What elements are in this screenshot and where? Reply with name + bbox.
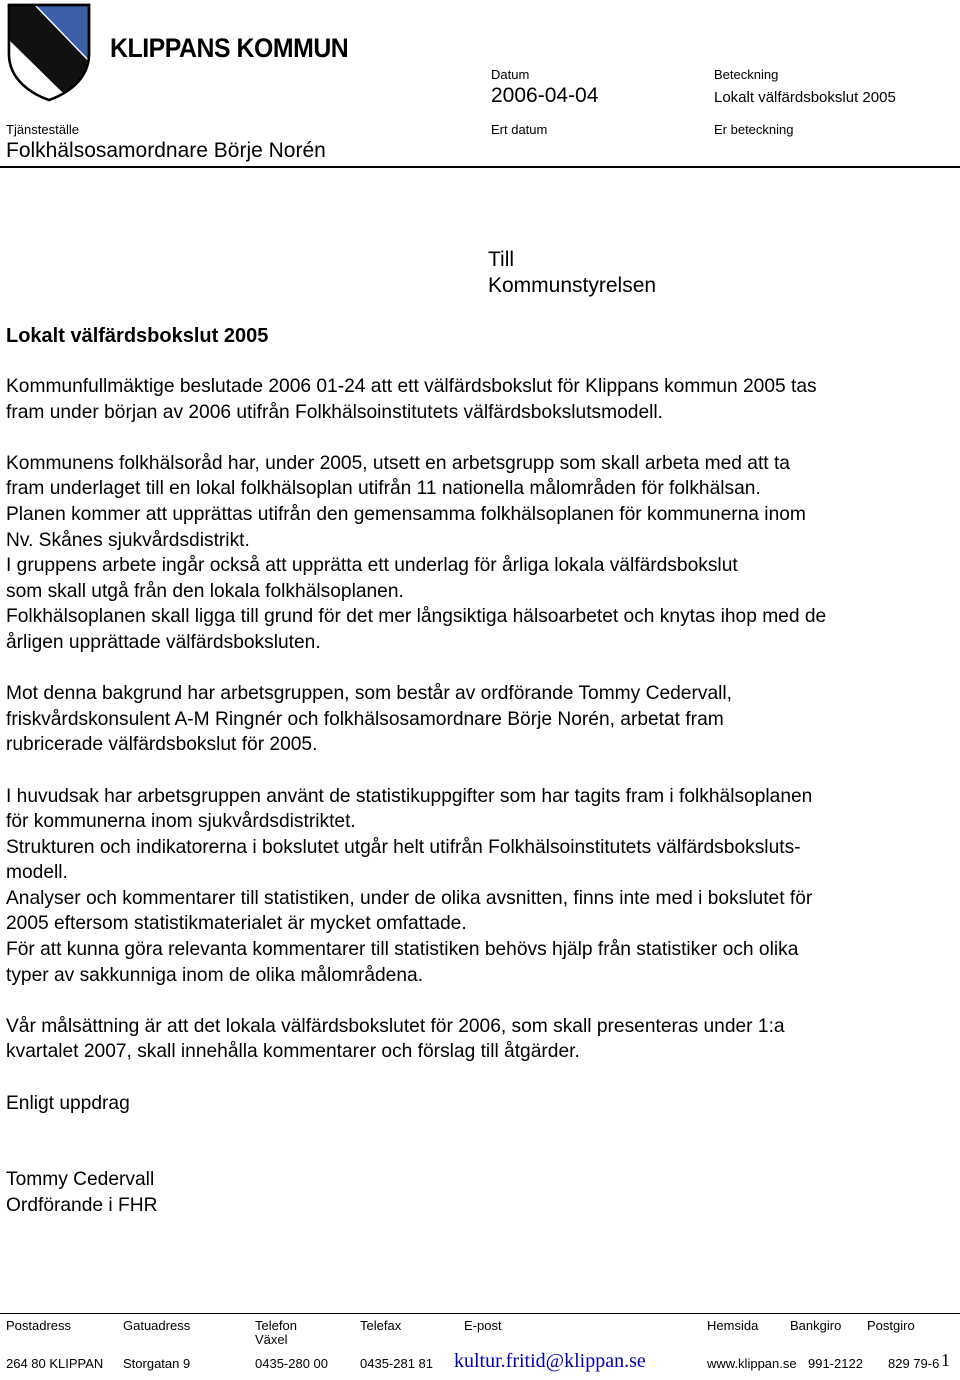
organization-name: KLIPPANS KOMMUN	[110, 33, 349, 63]
footer-telefax-label: Telefax	[360, 1318, 402, 1333]
recipient-line-2: Kommunstyrelsen	[488, 274, 657, 297]
tjanstestalle-value: Folkhälsosamordnare Börje Norén	[6, 139, 326, 162]
footer-hemsida-label: Hemsida	[707, 1318, 759, 1333]
document-body: Kommunfullmäktige beslutade 2006 01-24 att ett välfärdsbokslut för Klippans kommun 2005 tas fram under början av 2006 utifrån Folkhälsoinstitutets välfärdsbokslutsmodell. Kommunens folkhälsoråd har, under 2005, utsett en arbetsgrupp som skall arbeta med att ta fram underlaget till en lokal folkhälsoplan utifrån 11 nationella målområden för folkhälsan. Planen kommer att upprättas utifrån den gemensamma folkhälsoplanen för kommunerna inom Nv. Skånes sjukvårdsdistrikt. I gruppens arbete ingår också att upprätta ett underlag för årliga lokala välfärdsbokslut som skall utgå från den lokala folkhälsoplanen. Folkhälsoplanen skall ligga till grund för det mer långsiktiga hälsoarbetet och knytas ihop med de årligen upprättade välfärdsboksluten. Mot denna bakgrund har arbetsgruppen, som består av ordförande Tommy Cedervall, friskvårdskonsulent A-M Ringnér och folkhälsosamordnare Börje Norén, arbetat fram rubricerade välfärdsbokslut för 2005. I huvudsak har arbetsgruppen använt de statistikuppgifter som har tagits fram i folkhälsoplanen för kommunerna inom sjukvårdsdistriktet. Strukturen och indikatorerna i bokslutet utgår helt utifrån Folkhälsoinstitutets välfärdsboksluts- modell. Analyser och kommentarer till statistiken, under de olika avsnitten, finns inte med i bokslutet för 2005 eftersom statistikmaterialet är mycket omfattade. För att kunna göra relevanta kommentarer till statistiken behövs hjälp från statistiker och olika typer av sakkunniga inom de olika målområdena. Vår målsättning är att det lokala välfärdsbokslutet för 2006, som skall presenteras under 1:a kvartalet 2007, skall innehålla kommentarer och förslag till åtgärder. Enligt uppdrag Tommy Cedervall Ordförande i FHR	[6, 376, 827, 1216]
footer-telefon-label: Telefon	[255, 1318, 297, 1333]
footer-postadress-value: 264 80 KLIPPAN	[6, 1356, 104, 1371]
document-title: Lokalt välfärdsbokslut 2005	[6, 325, 269, 347]
page-number: 1	[941, 1350, 950, 1370]
footer-hemsida-link[interactable]: www.klippan.se	[707, 1356, 797, 1371]
footer-vaxel-label: Växel	[255, 1332, 288, 1347]
footer-bankgiro-value: 991-2122	[808, 1356, 863, 1371]
footer-bankgiro-label: Bankgiro	[790, 1318, 842, 1333]
footer-gatuadress-value: Storgatan 9	[123, 1356, 191, 1371]
footer-telefax-value: 0435-281 81	[360, 1356, 434, 1371]
er-beteckning-label: Er beteckning	[714, 122, 794, 137]
municipality-crest-logo	[6, 2, 92, 102]
beteckning-label: Beteckning	[714, 67, 779, 82]
header-divider	[0, 166, 960, 168]
datum-label: Datum	[491, 67, 530, 82]
footer-postgiro-value: 829 79-6	[888, 1356, 940, 1371]
tjanstestalle-label: Tjänsteställe	[6, 122, 79, 137]
ert-datum-label: Ert datum	[491, 122, 548, 137]
datum-value: 2006-04-04	[491, 84, 599, 107]
footer-telefon-value: 0435-280 00	[255, 1356, 329, 1371]
footer-postgiro-label: Postgiro	[867, 1318, 915, 1333]
footer-gatuadress-label: Gatuadress	[123, 1318, 191, 1333]
footer-email-link[interactable]: kultur.fritid@klippan.se	[454, 1350, 646, 1372]
footer-epost-label: E-post	[464, 1318, 502, 1333]
footer-divider	[0, 1313, 960, 1314]
beteckning-value: Lokalt välfärdsbokslut 2005	[714, 89, 896, 106]
footer-postadress-label: Postadress	[6, 1318, 72, 1333]
recipient-line-1: Till	[488, 248, 515, 271]
